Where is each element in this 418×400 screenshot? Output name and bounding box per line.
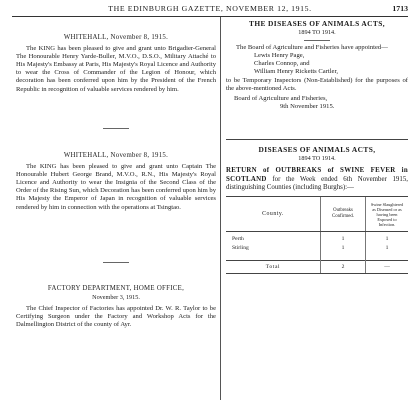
appointee-name: Charles Connop, and: [254, 60, 310, 68]
signoff-date: 9th November 1915.: [280, 102, 335, 110]
total-label: Total: [226, 260, 321, 274]
page-number: 1713: [392, 4, 408, 13]
masthead-rule: [12, 16, 408, 17]
left-column: [16, 34, 216, 94]
table-row: [226, 244, 408, 260]
outbreaks-cell: 1: [321, 232, 366, 244]
total-swine: —: [366, 260, 409, 274]
right-rule: [226, 139, 408, 140]
notice-heading: WHITEHALL, November 8, 1915.: [63, 152, 169, 159]
outbreaks-cell: 1: [321, 244, 366, 260]
left-notice-3: [16, 285, 216, 329]
signoff: Board of Agriculture and Fisheries,: [234, 94, 328, 102]
column-header-county: County.: [226, 197, 321, 232]
column-header-outbreaks: Outbreaks Confirmed.: [321, 197, 366, 232]
column-header-swine: Swine Slaughtered as Diseased or as having been Exposed to Infection.: [366, 197, 409, 232]
return-description: for the Week ended 6th November 1915, distinguishing Counties (including Burghs):—: [226, 175, 408, 191]
swine-cell: 1: [366, 244, 409, 260]
notice-body: The KING has been pleased to give and grant unto Brigadier-General The Honourable Henry Yarde-Buller, M.V.O., D.S.O., Military Attaché to His Majesty's Embassy at Paris, His Majesty's Royal Licence and Authority to wear the Cross of Commander of the Legion of Honour, which decoration has been conferred upon him by the President of the French Republic in recognition of valuable services rendered by him.: [16, 45, 216, 93]
notice-purpose: to be Temporary Inspectors (Non-Established) for the purposes of the above-mentioned Acts.: [226, 76, 408, 92]
notice-years: 1894 TO 1914.: [298, 29, 336, 37]
separator: [103, 128, 129, 129]
notice-heading: THE DISEASES OF ANIMALS ACTS,: [249, 19, 385, 28]
masthead-title: THE EDINBURGH GAZETTE, NOVEMBER 12, 1915.: [108, 4, 312, 13]
county-cell: Stirling: [232, 245, 249, 251]
right-notice-1: [226, 20, 408, 111]
left-notice-2: [16, 152, 216, 212]
notice-body: The Chief Inspector of Factories has appointed Dr. W. R. Taylor to be Certifying Surgeon under the Factory and Workshop Acts for the Dalmellington District of the county of Ayr.: [16, 305, 216, 329]
return-text: [226, 167, 408, 192]
notice-heading: WHITEHALL, November 8, 1915.: [63, 34, 169, 41]
appointee-name: William Henry Ricketts Cartler,: [254, 68, 339, 76]
separator: [226, 139, 408, 140]
appointee-name: Lewis Henry Page,: [254, 52, 305, 60]
table-row: [226, 232, 408, 244]
notice-heading: FACTORY DEPARTMENT, HOME OFFICE,: [47, 285, 185, 292]
notice-intro: The Board of Agriculture and Fisheries have appointed—: [236, 44, 388, 52]
right-notice-2: [226, 146, 408, 274]
outbreaks-table: [226, 196, 408, 274]
return-title: RETURN of OUTBREAKS of SWINE FEVER in SCOTLAND: [226, 167, 408, 183]
notice-body: The KING has been pleased to give and grant unto Captain The Honourable Hubert George Brand, M.V.O., R.N., His Majesty's Royal Licence and Authority to wear the Insignia of the Second Class of the Order of the Rising Sun, which Decoration has been conferred upon him by His Majesty the Emperor of Japan in recognition of valuable services rendered by him in connection with the operations at Tsingtao.: [16, 163, 216, 211]
left-rule-2: [16, 258, 216, 267]
swine-cell: 1: [366, 232, 409, 244]
column-divider: [220, 17, 221, 400]
left-rule-1: [16, 124, 216, 133]
county-cell: Perth: [232, 236, 244, 243]
separator: [103, 262, 129, 263]
notice-date: November 3, 1915.: [92, 294, 140, 302]
notice-years: 1894 TO 1914.: [298, 155, 336, 163]
notice-heading: DISEASES OF ANIMALS ACTS,: [258, 145, 376, 154]
table-total-row: [226, 260, 408, 274]
total-outbreaks: 2: [321, 260, 366, 274]
separator: [304, 40, 330, 41]
